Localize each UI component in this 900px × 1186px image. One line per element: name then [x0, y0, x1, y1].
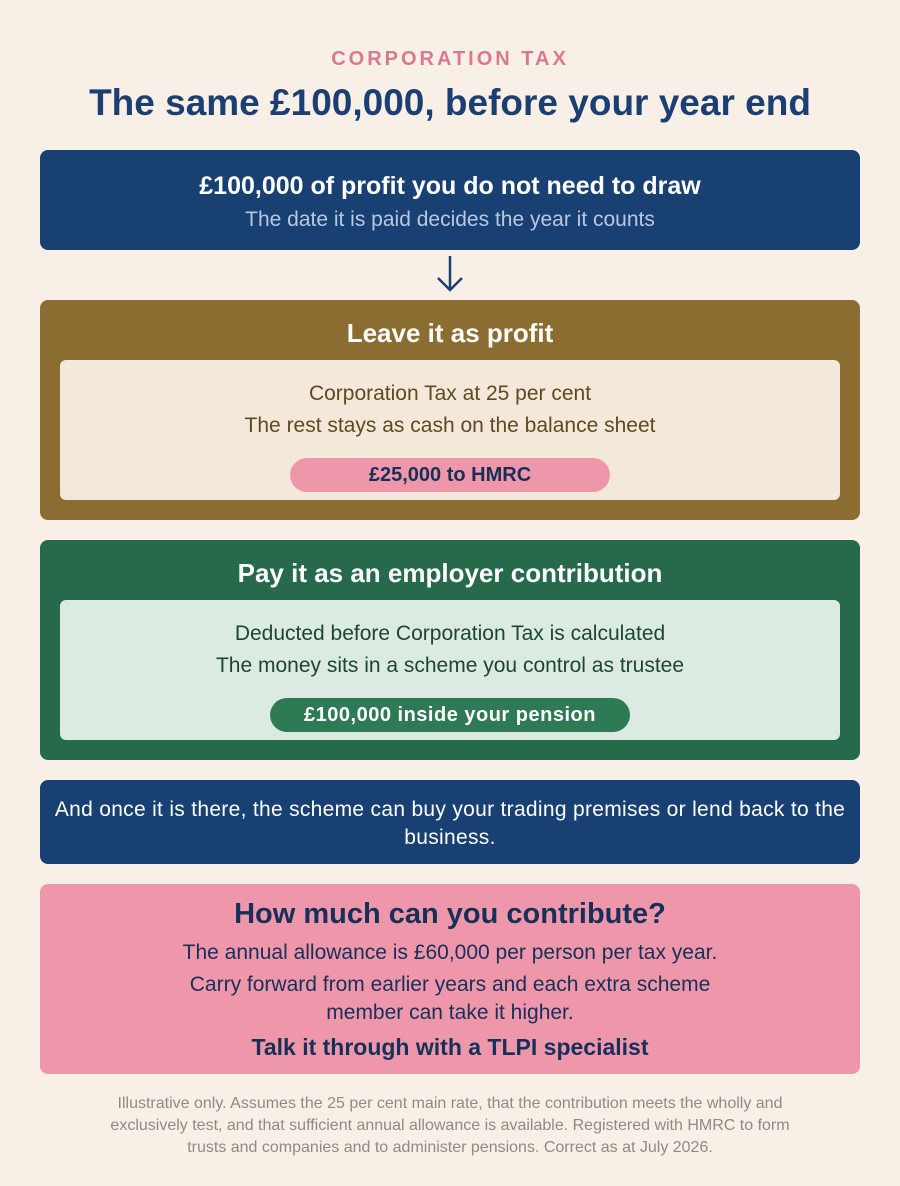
specialist-cta[interactable]: Talk it through with a TLPI specialist [251, 1034, 649, 1060]
arrow-down-icon [434, 254, 466, 294]
note-box [40, 780, 860, 864]
contribution-allowance-text: The annual allowance is £60,000 per person per tax year. [182, 941, 718, 964]
profit-option-card [40, 300, 860, 520]
pension-option-details [60, 600, 840, 740]
profit-option-line-1: Corporation Tax at 25 per cent [308, 382, 592, 405]
intro-heading: £100,000 of profit you do not need to draw [199, 172, 701, 200]
profit-option-line-2: The rest stays as cash on the balance sheet [244, 414, 656, 437]
pension-option-line-1: Deducted before Corporation Tax is calculated [234, 622, 666, 645]
profit-option-result-badge: £25,000 to HMRC [290, 458, 610, 492]
note-text: And once it is there, the scheme can buy your trading premises or lend back to the business. [54, 798, 846, 849]
profit-option-heading: Leave it as profit [346, 318, 554, 348]
disclaimer: Illustrative only. Assumes the 25 per cent main rate, that the contribution meets the wholly and exclusively test, and that sufficient annual allowance is available. Registered with HMRC to form trusts and companies and to administer pensions. Correct as at July 2026. [110, 1095, 790, 1156]
profit-option-details [60, 360, 840, 500]
pension-option-card [40, 540, 860, 760]
page-title: The same £100,000, before your year end [89, 82, 811, 123]
section-eyebrow: CORPORATION TAX [331, 48, 569, 70]
contribution-heading: How much can you contribute? [234, 898, 666, 930]
intro-subtitle: The date it is paid decides the year it counts [245, 208, 655, 231]
pension-option-result-badge: £100,000 inside your pension [270, 698, 630, 732]
contribution-box [40, 884, 860, 1074]
pension-option-heading: Pay it as an employer contribution [237, 558, 663, 588]
intro-box [40, 150, 860, 250]
pension-option-line-2: The money sits in a scheme you control as trustee [215, 654, 685, 677]
contribution-carry-forward-text: Carry forward from earlier years and each extra scheme member can take it higher. [189, 973, 711, 1024]
